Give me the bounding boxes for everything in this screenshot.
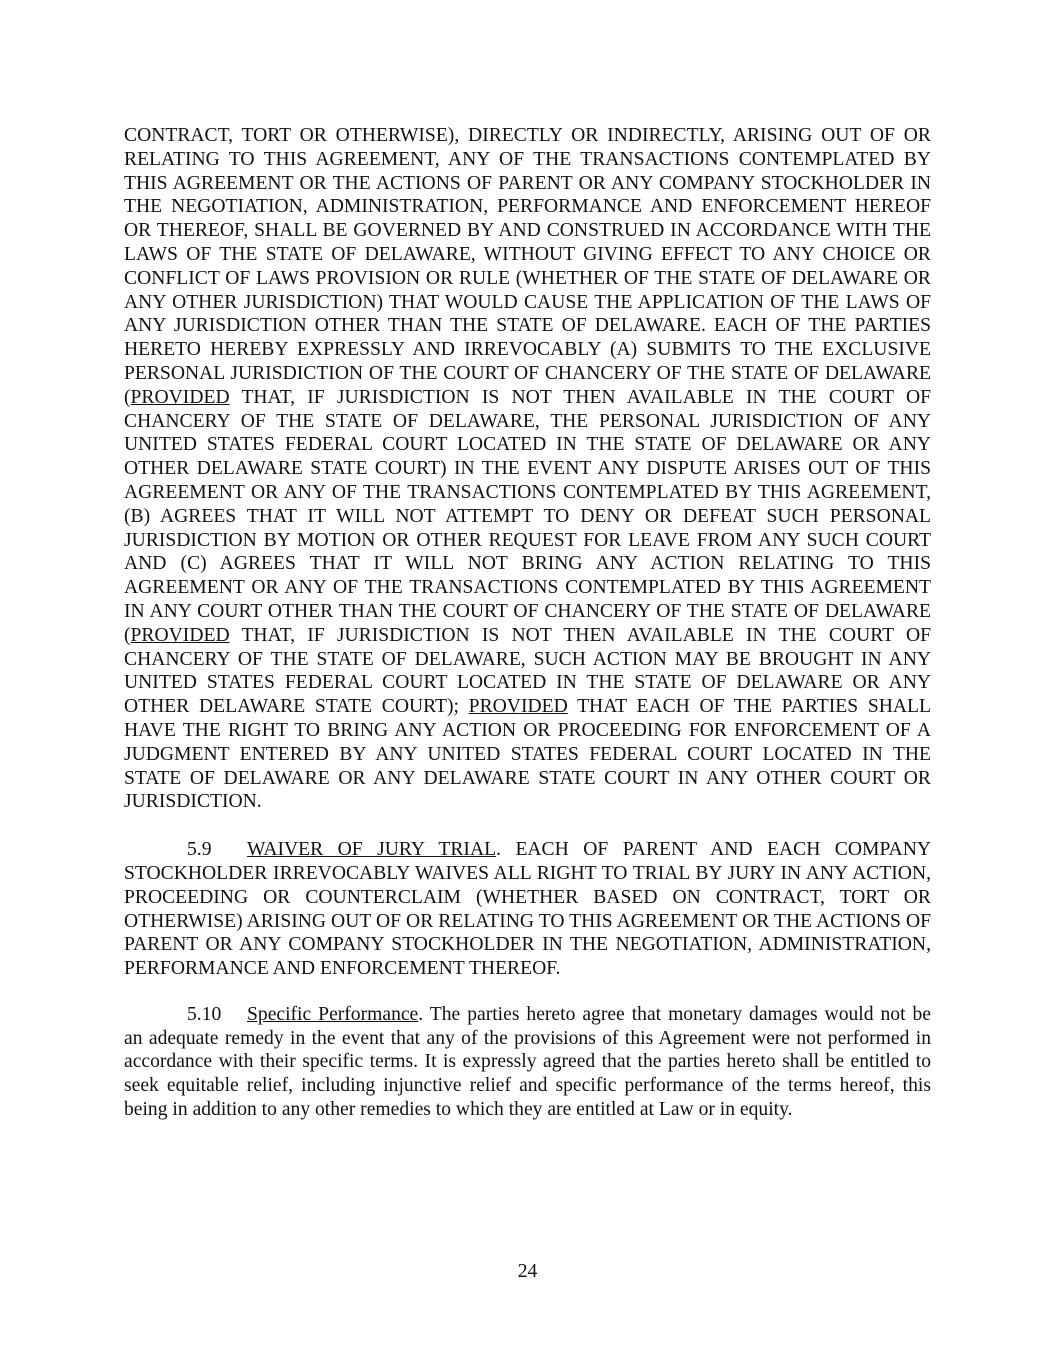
provided-term-3: PROVIDED xyxy=(468,696,568,718)
provided-term-2: PROVIDED xyxy=(130,624,230,646)
section-5-10-text: . The parties hereto agree that monetary damages would not be an adequate remedy in the event that any of the provisions of this Agreement were not performed in accordance with their specific terms. It is expressly agreed that the parties hereto shall be entitled to seek equitable relief, including injunctive relief and specific performance of the terms hereof, this being in addition to any other remedies to which they are entitled at Law or in equity. xyxy=(124,1003,932,1121)
governing-law-text-4: THAT EACH OF THE PARTIES SHALL HAVE THE RIGHT TO BRING ANY ACTION OR PROCEEDING FOR ENFORCEMENT OF A JUDGMENT ENTERED BY ANY UNITED STATES FEDERAL COURT LOCATED IN THE STATE OF DELAWARE OR ANY DELAWARE STATE COURT IN ANY OTHER COURT OR JURISDICTION. xyxy=(124,696,931,813)
provided-term-1: PROVIDED xyxy=(130,386,230,408)
page-number: 24 xyxy=(517,1261,538,1282)
governing-law-text-2: THAT, IF JURISDICTION IS NOT THEN AVAILABLE IN THE COURT OF CHANCERY OF THE STATE OF DELAWARE, THE PERSONAL JURISDICTION OF ANY UNITED STATES FEDERAL COURT LOCATED IN THE STATE OF DELAWARE OR ANY OTHER DELAWARE STATE COURT) IN THE EVENT ANY DISPUTE ARISES OUT OF THIS AGREEMENT OR ANY OF THE TRANSACTIONS CONTEMPLATED BY THIS AGREEMENT, (B) AGREES THAT IT WILL NOT ATTEMPT TO DENY OR DEFEAT SUCH PERSONAL JURISDICTION BY MOTION OR OTHER REQUEST FOR LEAVE FROM ANY SUCH COURT AND (C) AGREES THAT IT WILL NOT BRING ANY ACTION RELATING TO THIS AGREEMENT OR ANY OF THE TRANSACTIONS CONTEMPLATED BY THIS AGREEMENT IN ANY COURT OTHER THAN THE COURT OF CHANCERY OF THE STATE OF DELAWARE ( xyxy=(124,386,931,646)
section-5-10-heading: Specific Performance xyxy=(247,1003,419,1025)
section-5-9-number: 5.9 xyxy=(187,839,212,861)
section-5-9-heading: WAIVER OF JURY TRIAL xyxy=(247,839,497,861)
section-5-9-paragraph xyxy=(124,838,931,981)
section-5-10-paragraph xyxy=(124,1003,931,1122)
section-5-10-number: 5.10 xyxy=(187,1003,222,1025)
document-page xyxy=(124,124,931,1122)
governing-law-text-3: THAT, IF JURISDICTION IS NOT THEN AVAILABLE IN THE COURT OF CHANCERY OF THE STATE OF DELAWARE, SUCH ACTION MAY BE BROUGHT IN ANY UNITED STATES FEDERAL COURT LOCATED IN THE STATE OF DELAWARE OR ANY OTHER DELAWARE STATE COURT); xyxy=(124,624,931,718)
governing-law-paragraph xyxy=(124,124,931,814)
governing-law-text-1: CONTRACT, TORT OR OTHERWISE), DIRECTLY OR INDIRECTLY, ARISING OUT OF OR RELATING TO THIS AGREEMENT, ANY OF THE TRANSACTIONS CONTEMPLATED BY THIS AGREEMENT OR THE ACTIONS OF PARENT OR ANY COMPANY STOCKHOLDER IN THE NEGOTIATION, ADMINISTRATION, PERFORMANCE AND ENFORCEMENT HEREOF OR THEREOF, SHALL BE GOVERNED BY AND CONSTRUED IN ACCORDANCE WITH THE LAWS OF THE STATE OF DELAWARE, WITHOUT GIVING EFFECT TO ANY CHOICE OR CONFLICT OF LAWS PROVISION OR RULE (WHETHER OF THE STATE OF DELAWARE OR ANY OTHER JURISDICTION) THAT WOULD CAUSE THE APPLICATION OF THE LAWS OF ANY JURISDICTION OTHER THAN THE STATE OF DELAWARE. EACH OF THE PARTIES HERETO HEREBY EXPRESSLY AND IRREVOCABLY (A) SUBMITS TO THE EXCLUSIVE PERSONAL JURISDICTION OF THE COURT OF CHANCERY OF THE STATE OF DELAWARE ( xyxy=(124,125,931,408)
section-5-9-text: . EACH OF PARENT AND EACH COMPANY STOCKHOLDER IRREVOCABLY WAIVES ALL RIGHT TO TRIAL BY JURY IN ANY ACTION, PROCEEDING OR COUNTERCLAIM (WHETHER BASED ON CONTRACT, TORT OR OTHERWISE) ARISING OUT OF OR RELATING TO THIS AGREEMENT OR THE ACTIONS OF PARENT OR ANY COMPANY STOCKHOLDER IN THE NEGOTIATION, ADMINISTRATION, PERFORMANCE AND ENFORCEMENT THEREOF. xyxy=(124,839,931,980)
